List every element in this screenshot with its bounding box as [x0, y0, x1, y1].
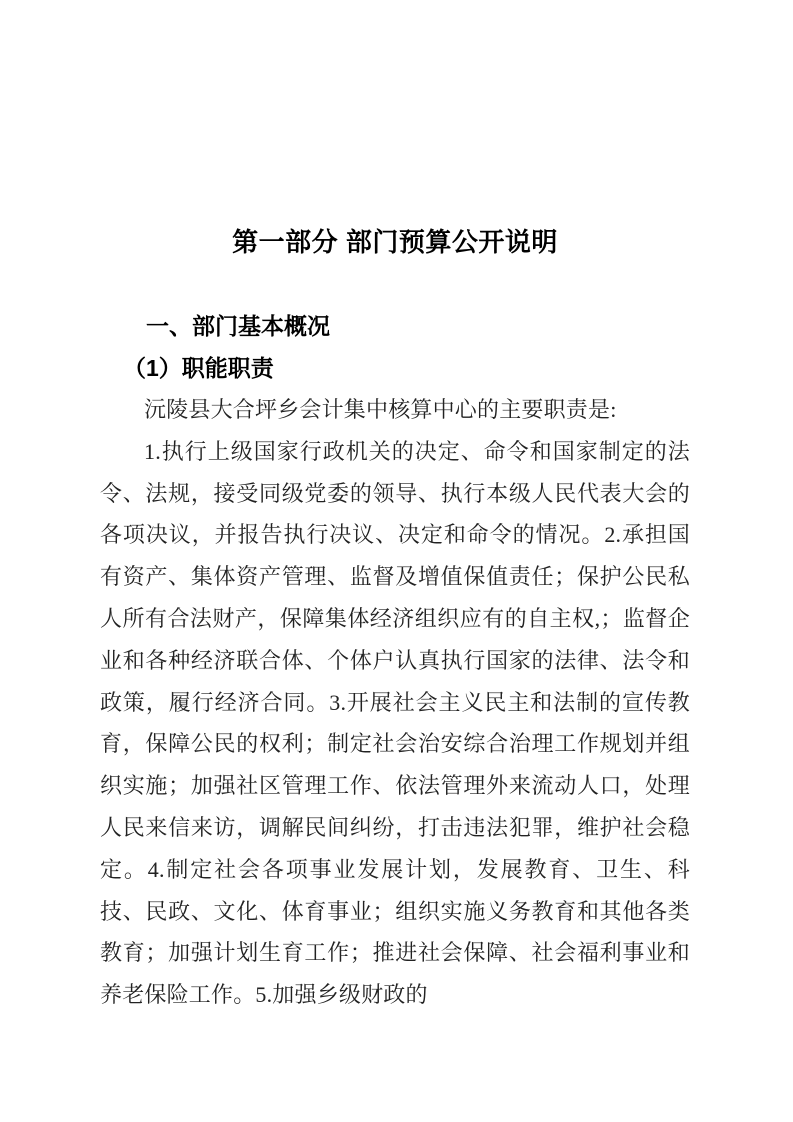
subsection-heading-duties: （1）职能职责 [123, 355, 274, 381]
body-paragraph: 1.执行上级国家行政机关的决定、命令和国家制定的法令、法规，接受同级党委的领导、执行本级人民代表大会的各项决议，并报告执行决议、决定和命令的情况。2.承担国有资产、集体资产管理、监督及增值保值责任；保护公民私人所有合法财产，保障集体经济组织应有的自主权,；监督企业和各种经济联合体、个体户认真执行国家的法律、法令和政策，履行经济合同。3.开展社会主义民主和法制的宣传教育，保障公民的权利；制定社会治安综合治理工作规划并组织实施；加强社区管理工作、依法管理外来流动人口，处理人民来信来访，调解民间纠纷，打击违法犯罪，维护社会稳定。4.制定社会各项事业发展计划，发展教育、卫生、科技、民政、文化、体育事业；组织实施义务教育和其他各类教育；加强计划生育工作；推进社会保障、社会福利事业和养老保险工作。5.加强乡级财政的 [100, 438, 690, 1008]
intro-paragraph: 沅陵县大合坪乡会计集中核算中心的主要职责是: [144, 397, 617, 422]
document-title: 第一部分 部门预算公开说明 [232, 227, 558, 257]
section-heading-basic-overview: 一、部门基本概况 [146, 313, 330, 339]
